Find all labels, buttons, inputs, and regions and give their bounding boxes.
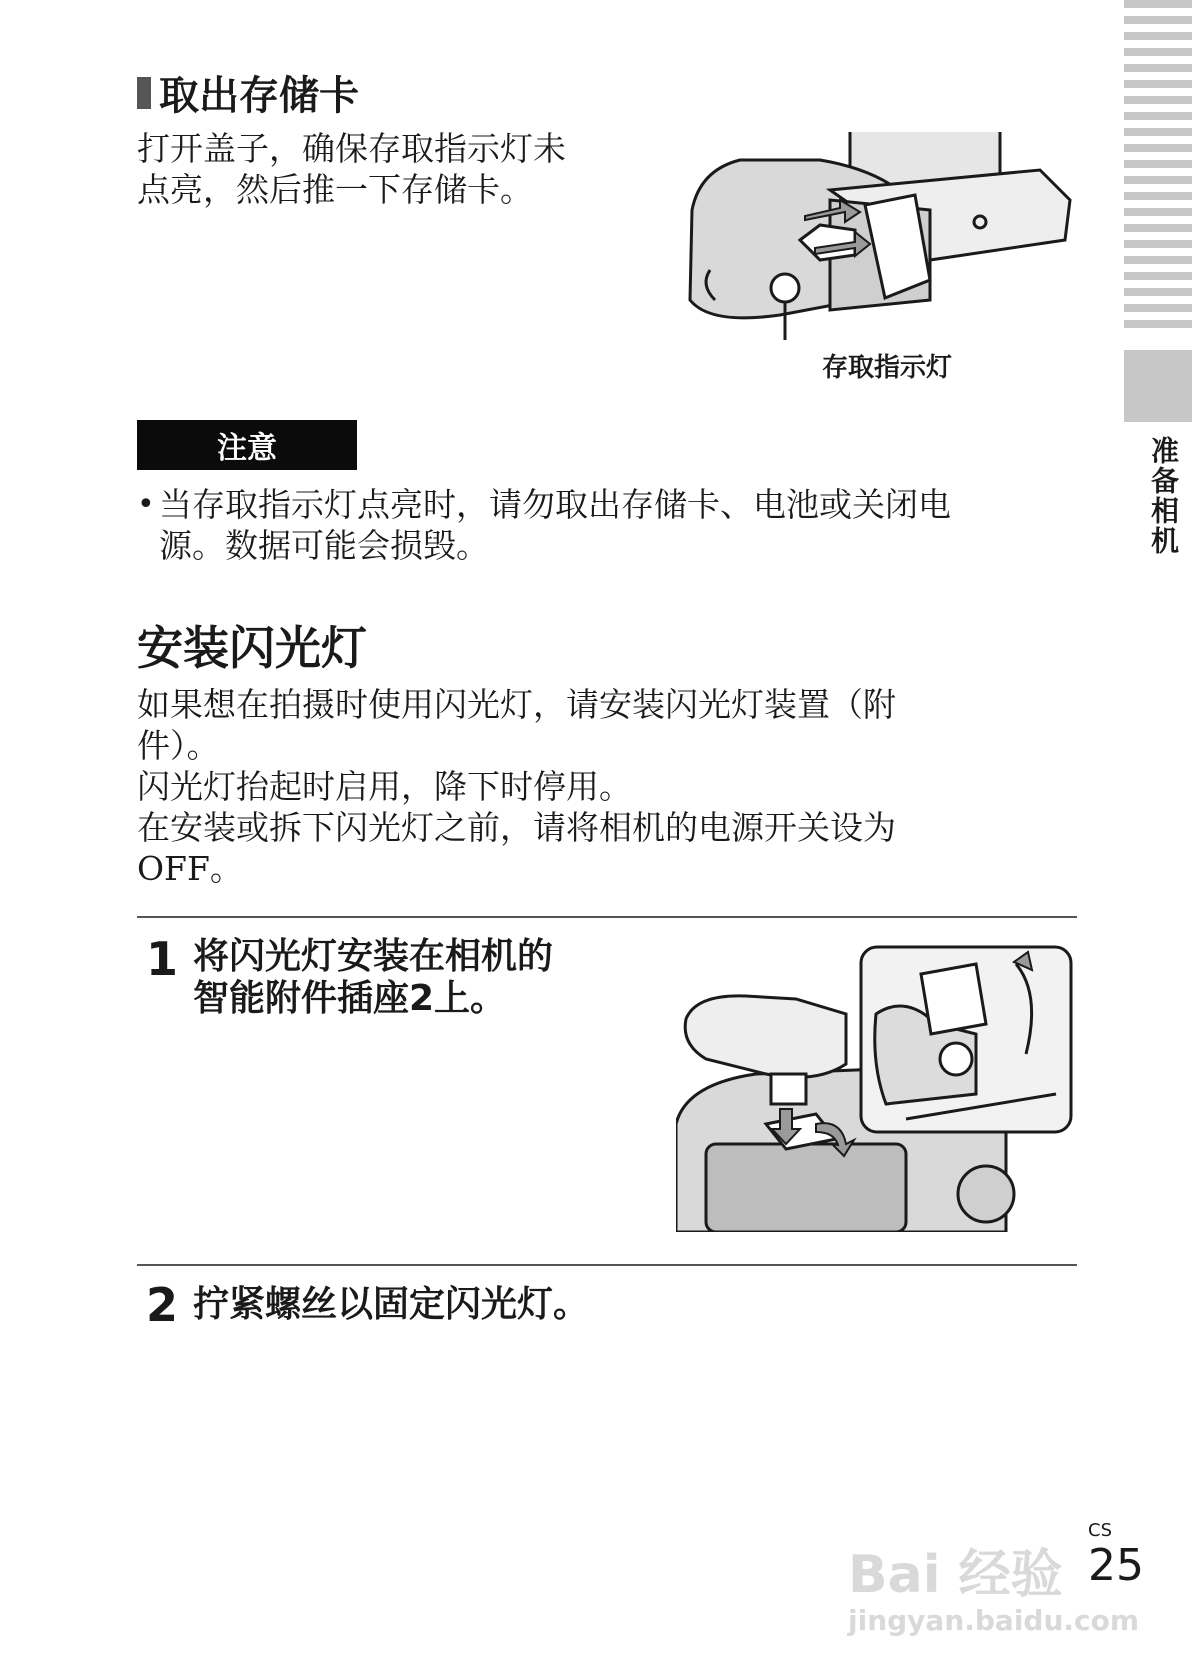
flash-section-title: 安装闪光灯 xyxy=(137,621,367,675)
note-bullet-item xyxy=(137,484,1037,566)
side-tab-block xyxy=(1124,350,1192,422)
step-divider-2 xyxy=(137,1264,1077,1266)
page-number: 25 xyxy=(1088,1540,1144,1591)
note-label: 注意 xyxy=(137,420,357,470)
watermark-brand: Bai 经验 xyxy=(848,1545,1063,1605)
flash-mount-illustration xyxy=(676,944,1076,1232)
remove-card-body: 打开盖子，确保存取指示灯未 点亮，然后推一下存储卡。 xyxy=(137,129,566,209)
step-2-number: 2 xyxy=(146,1278,179,1332)
step-1-text: 将闪光灯安装在相机的 智能附件插座2上。 xyxy=(193,936,554,1019)
remove-card-title: 取出存储卡 xyxy=(159,73,359,119)
step-1-number: 1 xyxy=(146,932,179,986)
flash-body: 如果想在拍摄时使用闪光灯，请安装闪光灯装置（附 件）。 闪光灯抬起时启用，降下时停用。 在安装或拆下闪光灯之前，请将相机的电源开关设为 OFF。 xyxy=(137,685,896,888)
footer-lang-code: CS xyxy=(1088,1520,1112,1541)
remove-card-heading xyxy=(137,64,359,121)
access-lamp-callout: 存取指示灯 xyxy=(822,353,953,383)
watermark-url: jingyan.baidu.com xyxy=(848,1604,1140,1637)
side-tab-label: 准备相机 xyxy=(1147,436,1180,556)
step-2-text: 拧紧螺丝以固定闪光灯。 xyxy=(193,1284,590,1325)
bullet-dot: • xyxy=(137,487,155,522)
heading-square-marker xyxy=(137,77,151,109)
camera-card-slot-illustration xyxy=(680,130,1080,380)
side-tab-stripes xyxy=(1124,0,1192,336)
step-divider-1 xyxy=(137,916,1077,918)
note-bullet-text: 当存取指示灯点亮时，请勿取出存储卡、电池或关闭电 源。数据可能会损毁。 xyxy=(159,485,951,565)
